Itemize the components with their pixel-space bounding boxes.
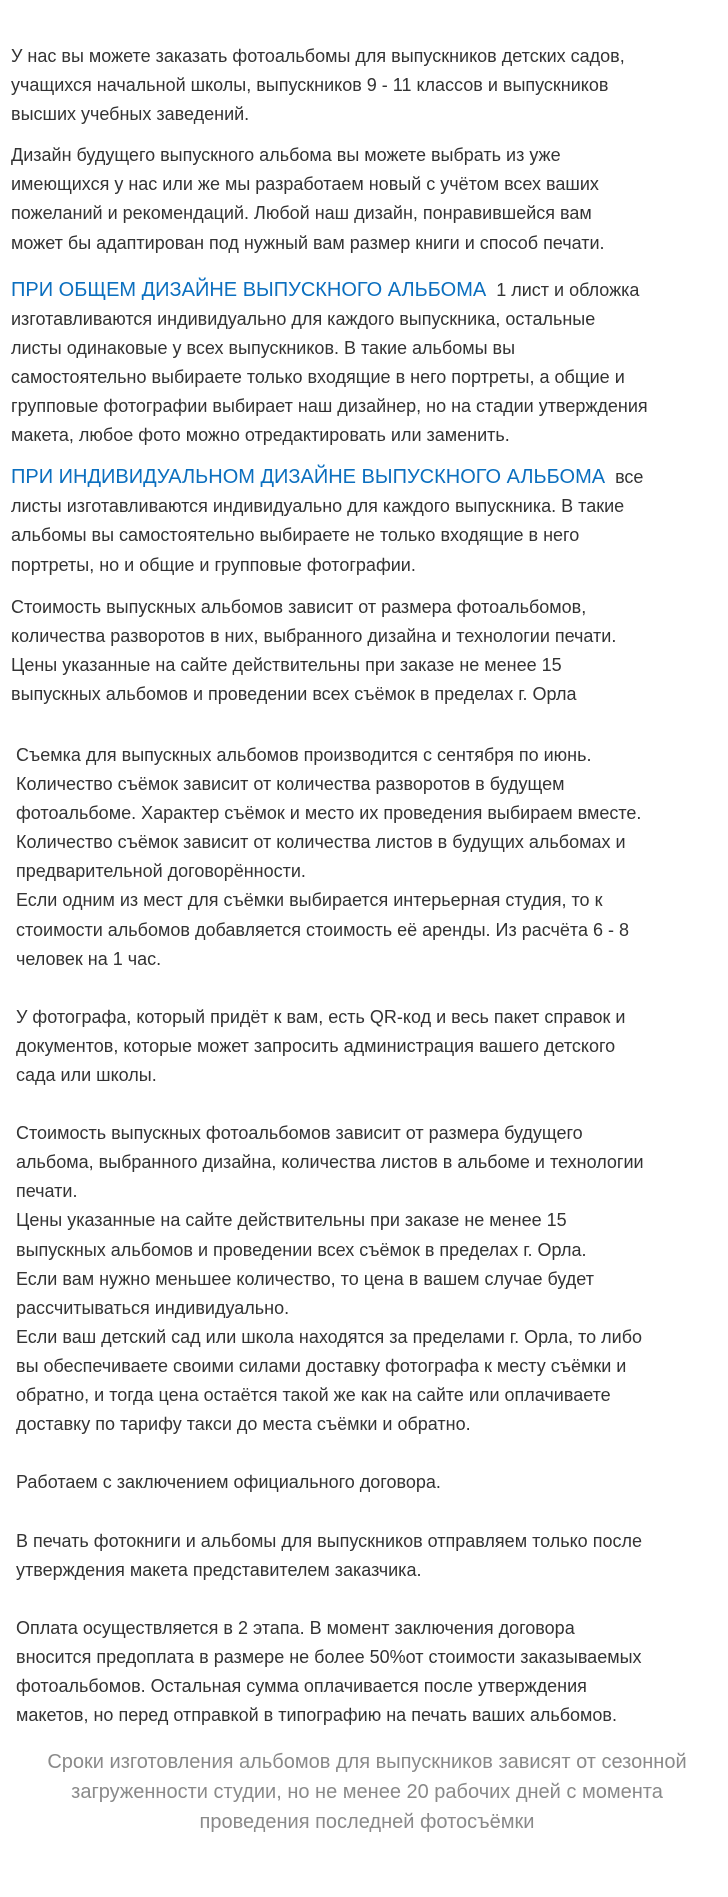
text-line: Дизайн будущего выпускного альбома вы можете выбрать из уже	[11, 145, 561, 166]
text-line: имеющихся у нас или же мы разработаем новый с учётом всех ваших	[11, 174, 599, 195]
text-line: выпускных альбомов и проведении всех съёмок в пределах г. Орла	[11, 683, 577, 704]
pricing-paragraph	[11, 593, 723, 709]
text-line: листы изготавливаются индивидуально для каждого выпускника. В такие	[11, 496, 625, 517]
text-line: стоимости альбомов добавляется стоимость её аренды. Из расчёта 6 - 8	[16, 919, 630, 940]
text-line: документов, которые может запросить администрация вашего детского	[16, 1035, 616, 1056]
text-line: портреты, но и общие и групповые фотографии.	[11, 554, 416, 575]
text-line: Стоимость выпускных альбомов зависит от размера фотоальбомов,	[11, 596, 587, 617]
text-line: обратно, и тогда цена остаётся такой же как на сайте или оплачиваете	[16, 1385, 611, 1406]
text-line: макетов, но перед отправкой в типографию на печать ваших альбомов.	[16, 1705, 617, 1726]
text-line: печати.	[16, 1181, 78, 1202]
text-line: рассчитываться индивидуально.	[16, 1297, 290, 1318]
text-line: пожеланий и рекомендаций. Любой наш дизайн, понравившейся вам	[11, 203, 592, 224]
text-line: Количество съёмок зависит от количества разворотов в будущем	[16, 774, 565, 795]
text-line: Если ваш детский сад или школа находятся за пределами г. Орла, то либо	[16, 1326, 643, 1347]
text-line: Съемка для выпускных альбомов производится с сентября по июнь.	[16, 744, 592, 765]
text-line: Если одним из мест для съёмки выбирается интерьерная студия, то к	[16, 890, 603, 911]
text-line	[16, 1585, 723, 1614]
details-block	[11, 741, 723, 1730]
text-line: В печать фотокниги и альбомы для выпускников отправляем только после	[16, 1530, 642, 1551]
text-line	[16, 1439, 723, 1468]
common-design-paragraph: ПРИ ОБЩЕМ ДИЗАЙНЕ ВЫПУСКНОГО АЛЬБОМА 1 лист и обложка изготавливаются индивидуально для каждого выпускника, остальные листы одинаковые у всех выпускников. В такие альбомы вы самостоятельно выбираете только входящие в него портреты, а общие и групповые фотографии выбирает наш дизайнер, но на стадии утверждения макета, любое фото можно отредактировать или заменить.	[11, 276, 723, 451]
text-line: доставку по тарифу такси до места съёмки и обратно.	[16, 1414, 471, 1435]
text-line: Стоимость выпускных фотоальбомов зависит от размера будущего	[16, 1123, 583, 1144]
text-line: может бы адаптирован под нужный вам размер книги и способ печати.	[11, 232, 605, 253]
text-line: Цены указанные на сайте действительны при заказе не менее 15	[16, 1210, 567, 1231]
text-line: У нас вы можете заказать фотоальбомы для выпускников детских садов,	[11, 46, 625, 66]
text-line: учащихся начальной школы, выпускников 9 - 11 классов и выпускников	[11, 75, 609, 96]
text-line: загруженности студии, но не менее 20 рабочих дней с момента	[71, 1781, 663, 1804]
intro-paragraph	[11, 42, 723, 129]
text-line: альбома, выбранного дизайна, количества листов в альбоме и технологии	[16, 1152, 644, 1173]
text-line: высших учебных заведений.	[11, 104, 250, 125]
design-paragraph	[11, 141, 723, 257]
text-line: Цены указанные на сайте действительны при заказе не менее 15	[11, 654, 562, 675]
text-line: Количество съёмок зависит от количества листов в будущих альбомах и	[16, 832, 626, 853]
text-line: выпускных альбомов и проведении всех съёмок в пределах г. Орла.	[16, 1239, 587, 1260]
text-line: сада или школы.	[16, 1065, 157, 1085]
text-line: листы одинаковые у всех выпускников. В такие альбомы вы	[11, 337, 516, 358]
text-line: утверждения макета представителем заказчика.	[16, 1559, 422, 1580]
text-line: Сроки изготовления альбомов для выпускников зависят от сезонной	[47, 1751, 687, 1774]
text-line: человек на 1 час.	[16, 948, 162, 969]
text-line: фотоальбоме. Характер съёмок и место их проведения выбираем вместе.	[16, 803, 642, 824]
text-line: самостоятельно выбираете только входящие в него портреты, а общие и	[11, 366, 625, 387]
content	[11, 42, 723, 1837]
deadline-note	[11, 1747, 723, 1837]
text-line: количества разворотов в них, выбранного дизайна и технологии печати.	[11, 625, 617, 646]
text-line	[16, 1090, 723, 1119]
text-line	[16, 974, 723, 1003]
text-line: проведения последней фотосъёмки	[199, 1811, 535, 1834]
text-line: альбомы вы самостоятельно выбираете не только входящие в него	[11, 525, 580, 546]
text-line: Работаем с заключением официального договора.	[16, 1472, 441, 1493]
text-line	[16, 1497, 723, 1526]
text-line: вы обеспечиваете своими силами доставку фотографа к месту съёмки и	[16, 1355, 627, 1376]
individual-design-paragraph: ПРИ ИНДИВИДУАЛЬНОМ ДИЗАЙНЕ ВЫПУСКНОГО АЛЬБОМА все листы изготавливаются индивидуально для каждого выпускника. В такие альбомы вы самостоятельно выбираете не только входящие в него портреты, но и общие и групповые фотографии.	[11, 463, 723, 579]
text-line: предварительной договорённости.	[16, 861, 306, 882]
individual-design-heading: ПРИ ИНДИВИДУАЛЬНОМ ДИЗАЙНЕ ВЫПУСКНОГО АЛЬБОМА	[11, 466, 606, 489]
text-line: Если вам нужно меньшее количество, то цена в вашем случае будет	[16, 1268, 594, 1289]
text-line: групповые фотографии выбирает наш дизайнер, но на стадии утверждения	[11, 396, 648, 417]
text-line: макета, любое фото можно отредактировать или заменить.	[11, 425, 510, 446]
text-line: изготавливаются индивидуально для каждого выпускника, остальные	[11, 308, 596, 329]
text-line: вносится предоплата в размере не более 50%от стоимости заказываемых	[16, 1646, 642, 1667]
text-line: Оплата осуществляется в 2 этапа. В момент заключения договора	[16, 1617, 575, 1638]
text-line: У фотографа, который придёт к вам, есть QR-код и весь пакет справок и	[16, 1006, 626, 1027]
common-design-heading: ПРИ ОБЩЕМ ДИЗАЙНЕ ВЫПУСКНОГО АЛЬБОМА	[11, 278, 487, 301]
text-line: фотоальбомов. Остальная сумма оплачивается после утверждения	[16, 1675, 587, 1696]
